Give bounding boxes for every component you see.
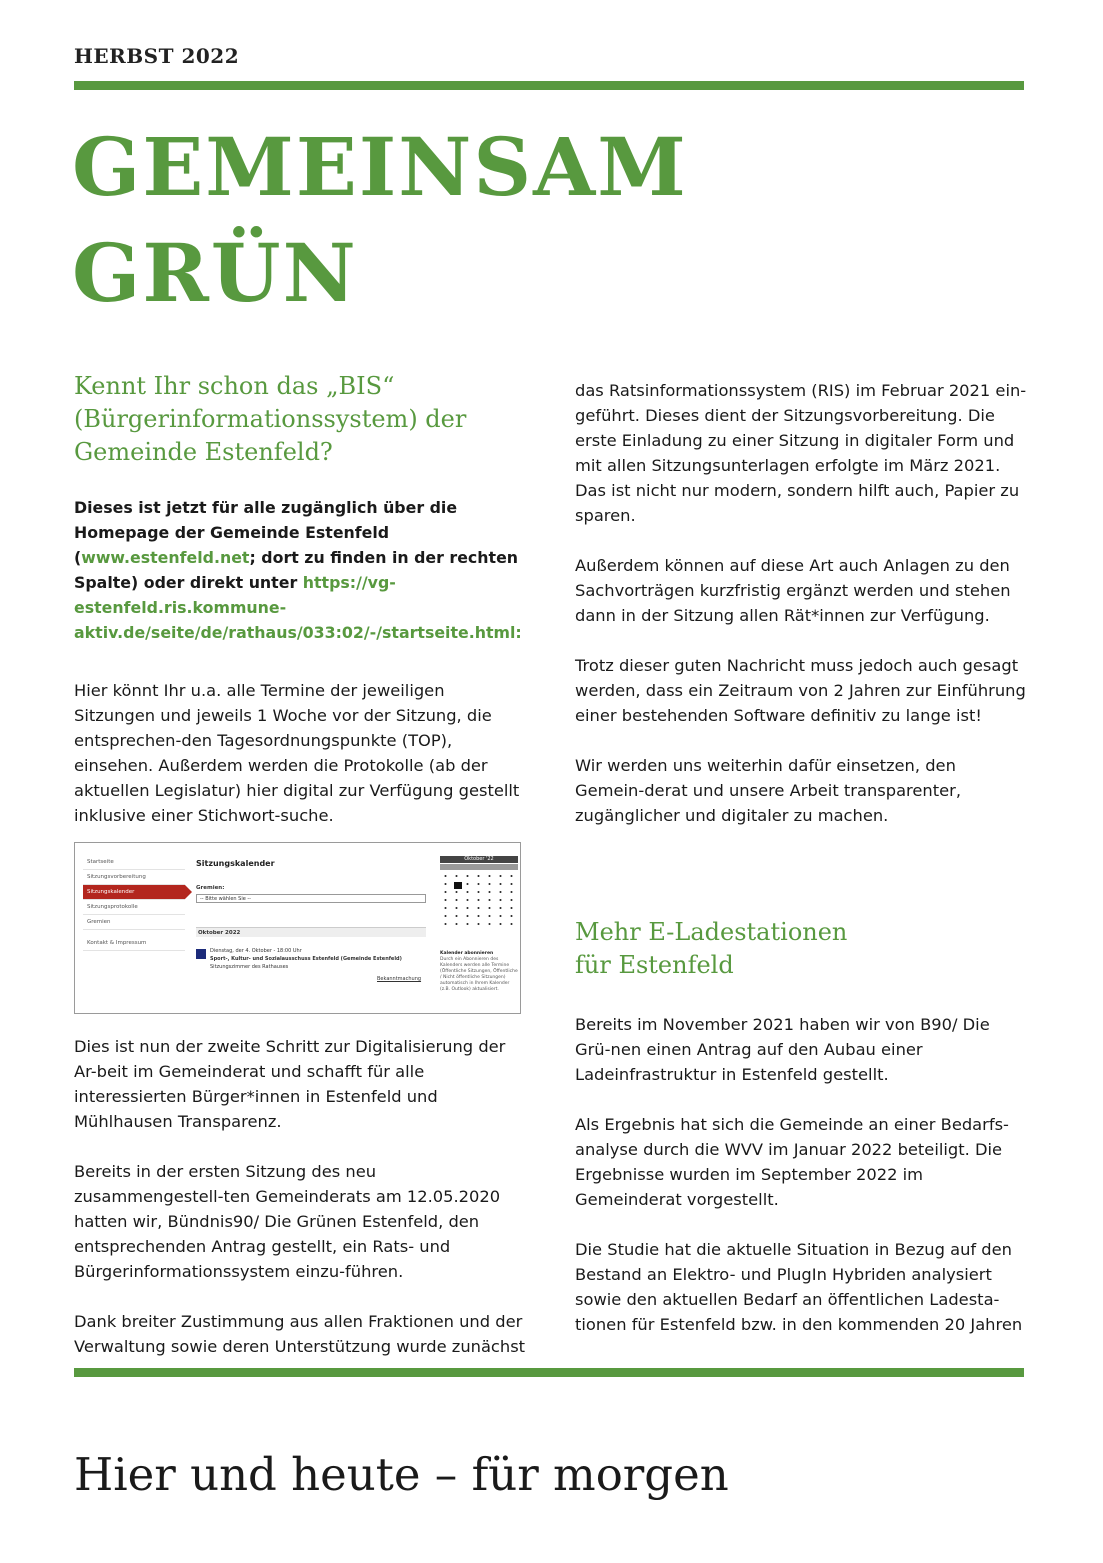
article1-title: Kennt Ihr schon das „BIS“ (Bürgerinformationssystem) der Gemeinde Estenfeld? [74,372,467,466]
article1-paragraph-8: Wir werden uns weiterhin dafür einsetzen, den Gemein-derat und unsere Arbeit transparenter, zugänglicher und digitaler zu machen. [575,756,961,825]
ris-event [210,947,430,971]
ris-nav-item-active: Sitzungskalender [83,885,185,900]
article1-paragraph-6: Außerdem können auf diese Art auch Anlagen zu den Sachvorträgen kurzfristig ergänzt werden und stehen dann in der Sitzung allen Rät*innen zur Verfügung. [575,556,1011,625]
bottom-divider [74,1368,1024,1377]
article2-title [575,916,1027,982]
lead-text-1: Dieses ist jetzt für alle zugänglich über die Homepage der Gemeinde Estenfeld ( [74,498,458,567]
lead-text-2: ; dort zu finden in der rechten Spalte) oder direkt unter [74,548,519,592]
article1-paragraph-3: Bereits in der ersten Sitzung des neu zusammengestell-ten Gemeinderats am 12.05.2020 hatten wir, Bündnis90/ Die Grünen Estenfeld, den entsprechenden Antrag gestellt, ein Rats- und Bürgerinformationssystem einzu-führen. [74,1162,501,1281]
ris-subscribe-box [440,951,518,993]
ris-page-title: Sitzungskalender [196,859,275,868]
ris-bekanntmachung-link: Bekanntmachung [377,976,422,982]
headline [72,114,688,326]
ris-nav-item: Kontakt & Impressum [83,936,185,951]
headline-line-2: GRÜN [72,226,358,320]
ris-screenshot [74,842,521,1014]
ris-link[interactable]: https://vg-estenfeld.ris.kommune-aktiv.de/seite/de/rathaus/033:02/-/startseite.html: [74,573,522,642]
right-column [575,378,1027,1337]
article1-paragraph-4: Dank breiter Zustimmung aus allen Fraktionen und der Verwaltung sowie deren Unterstützung wurde zunächst [74,1312,526,1356]
ris-event-date: Dienstag, der 4. Oktober - 18:00 Uhr [210,948,302,954]
article2-title-line-1: Mehr E-Ladestationen [575,918,848,946]
ris-gremien-label: Gremien: [196,885,225,891]
article1-paragraph-7: Trotz dieser guten Nachricht muss jedoch auch gesagt werden, dass ein Zeitraum von 2 Jahren zur Einführung einer bestehenden Software definitiv zu lange ist! [575,656,1026,725]
footer-slogan: Hier und heute – für morgen [74,1448,729,1501]
ris-event-title: Sport-, Kultur- und Sozialausschuss Estenfeld (Gemeinde Estenfeld) [210,956,402,962]
ris-nav-item: Sitzungsprotokolle [83,900,185,915]
ris-nav-item: Sitzungsvorbereitung [83,870,185,885]
article1-paragraph-5: das Ratsinformationssystem (RIS) im Februar 2021 ein-geführt. Dieses dient der Sitzungsvorbereitung. Die erste Einladung zu einer Sitzung in digitaler Form und mit allen Sitzungsunterlagen erfolgte im März 2021. Das ist nicht nur modern, sondern hilft auch, Papier zu sparen. [575,381,1027,525]
left-column [74,370,526,1359]
ris-calendar-today [454,882,462,889]
headline-line-1: GEMEINSAM [72,120,688,214]
article2-paragraph-2: Als Ergebnis hat sich die Gemeinde an einer Bedarfs-analyse durch die WVV im Januar 2022 beteiligt. Die Ergebnisse wurden im September 2022 im Gemeinderat vorgestellt. [575,1115,1009,1209]
top-divider [74,81,1024,90]
homepage-link[interactable]: www.estenfeld.net [81,548,250,567]
ris-event-marker [196,949,206,959]
article1-paragraph-1: Hier könnt Ihr u.a. alle Termine der jeweiligen Sitzungen und jeweils 1 Woche vor der Sitzung, die entsprechen-den Tagesordnungspunkte (TOP), einsehen. Außerdem werden die Protokolle (ab der aktuellen Legislatur) hier digital zur Verfügung gestellt inklusive einer Stichwort-suche. [74,681,520,825]
ris-month-header: Oktober 2022 [196,927,426,937]
article1-lead [74,495,526,645]
ris-mini-calendar [440,856,518,934]
ris-gremien-select: -- Bitte wählen Sie -- [196,894,426,903]
article2 [575,916,1027,1337]
ris-calendar-header: Oktober '22 [440,856,518,863]
ris-subscribe-text: Durch ein Abonnieren des Kalenders werden alle Termine (Öffentliche Sitzungen, Öffentliche / Nicht öffentliche Sitzungen) automatisch in Ihrem Kalender (z.B. Outlook) aktualisiert. [440,957,518,992]
ris-subscribe-title: Kalender abonnieren [440,951,494,956]
ris-event-place: Sitzungszimmer des Rathauses [210,964,289,970]
article2-paragraph-1: Bereits im November 2021 haben wir von B90/ Die Grü-nen einen Antrag auf den Aubau einer Ladeinfrastruktur in Estenfeld gestellt. [575,1015,990,1084]
article2-paragraph-3: Die Studie hat die aktuelle Situation in Bezug auf den Bestand an Elektro- und PlugIn Hybriden analysiert sowie den aktuellen Bedarf an öffentlichen Ladesta-tionen für Estenfeld bzw. in den kommenden 20 Jahren [575,1240,1023,1334]
ris-sidebar-nav [83,855,185,951]
ris-nav-item: Gremien [83,915,185,930]
article1-paragraph-2: Dies ist nun der zweite Schritt zur Digitalisierung der Ar-beit im Gemeinderat und schafft für alle interessierten Bürger*innen in Estenfeld und Mühlhausen Transparenz. [74,1037,506,1131]
ris-calendar-grid [440,872,518,928]
article2-title-line-2: für Estenfeld [575,951,734,979]
ris-nav-item: Startseite [83,855,185,870]
issue-season: HERBST 2022 [74,44,240,68]
ris-calendar-weekdays [440,864,518,870]
